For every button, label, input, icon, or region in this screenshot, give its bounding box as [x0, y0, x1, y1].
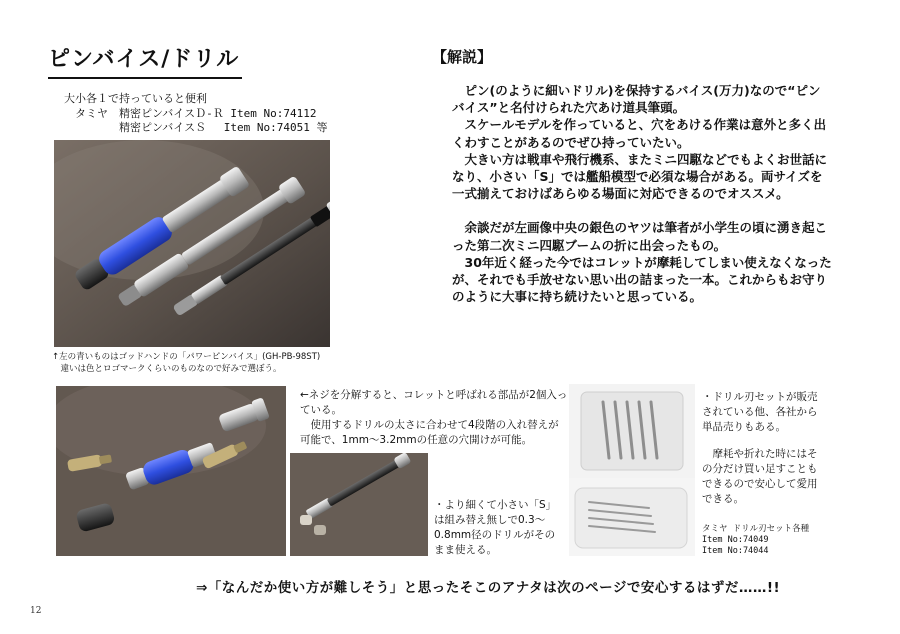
recommendation-line: 精密ピンバイスＳ Item No:74051 等	[64, 121, 328, 134]
pin-vise-photo	[54, 140, 330, 347]
product-line: Item No:74044	[702, 546, 769, 556]
explanation-paragraph: 大きい方は戦車や飛行機系、またミニ四駆などでもよくお世話になり、小さい「S」では艦船模型で必須な場合がある。両サイズを一式揃えておけばあらゆる場面に対応できるのでオススメ。	[452, 151, 828, 202]
recommendation-line: 大小各１で持っていると便利	[64, 92, 207, 105]
drill-bit-case-photo	[569, 478, 695, 556]
drill-bit-set-photo	[569, 384, 695, 478]
caption-line: 違いは色とロゴマークくらいのものなので好みで選ぼう。	[52, 364, 282, 374]
recommendation-line: タミヤ 精密ピンバイスＤ-Ｒ Item No:74112	[64, 106, 317, 120]
drill-set-note-line: ・ドリル刃セットが販売されている他、各社から単品売りもある。	[702, 391, 818, 433]
disassembly-note	[300, 388, 568, 448]
explanation-paragraph: 余談だが左画像中央の銀色のヤツは筆者が小学生の頃に湧き起こった第二次ミニ四駆ブームの折に出会ったもの。	[452, 220, 828, 253]
disassembly-note-line: ←ネジを分解すると、コレットと呼ばれる部品が2個入っている。	[300, 389, 568, 416]
page-number: 12	[30, 606, 42, 616]
product-line: Item No:74049	[702, 535, 769, 545]
explanation-paragraph: ピン(のように細いドリル)を保持するバイス(万力)なので“ピンバイス”と名付けられた穴あけ道具筆頭。	[452, 83, 821, 116]
explanation-heading: 【解説】	[432, 48, 493, 66]
product-line: タミヤ ドリル刃セット各種	[702, 524, 810, 534]
explanation-paragraph: 30年近く経った今ではコレットが摩耗してしまい使えなくなったが、それでも手放せない思い出の詰まった一本。これからもお守りのように大事に持ち続けたいと思っている。	[452, 254, 832, 305]
disassembled-parts-photo	[56, 386, 286, 556]
explanation-body	[452, 82, 832, 305]
small-s-note: ・より細くて小さい「S」は組み替え無しで0.3～0.8mm径のドリルがそのまま使える。	[434, 499, 557, 556]
drill-set-note	[702, 390, 822, 507]
small-s-vise-photo	[290, 453, 428, 556]
footer-callout: ⇒「なんだか使い方が難しそう」と思ったそこのアナタは次のページで安心するはずだ……!!	[196, 580, 781, 596]
page-title: ピンバイス/ドリル	[48, 42, 242, 79]
recommendation-list	[64, 92, 327, 136]
wear-note-line: 摩耗や折れた時にはその分だけ買い足すこともできるので安心して愛用できる。	[702, 448, 818, 505]
caption-line: ↑左の青いものはゴッドハンドの「パワーピンバイス」(GH-PB-98ST)	[52, 352, 321, 362]
drill-set-products	[702, 524, 809, 557]
explanation-paragraph: スケールモデルを作っていると、穴をあける作業は意外と多く出くわすことがあるのでぜひ持っていたい。	[452, 117, 827, 150]
disassembly-note-line: 使用するドリルの太さに合わせて4段階の入れ替えが可能で、1mm～3.2mmの任意の穴開けが可能。	[300, 419, 559, 446]
photo-caption	[52, 351, 320, 375]
